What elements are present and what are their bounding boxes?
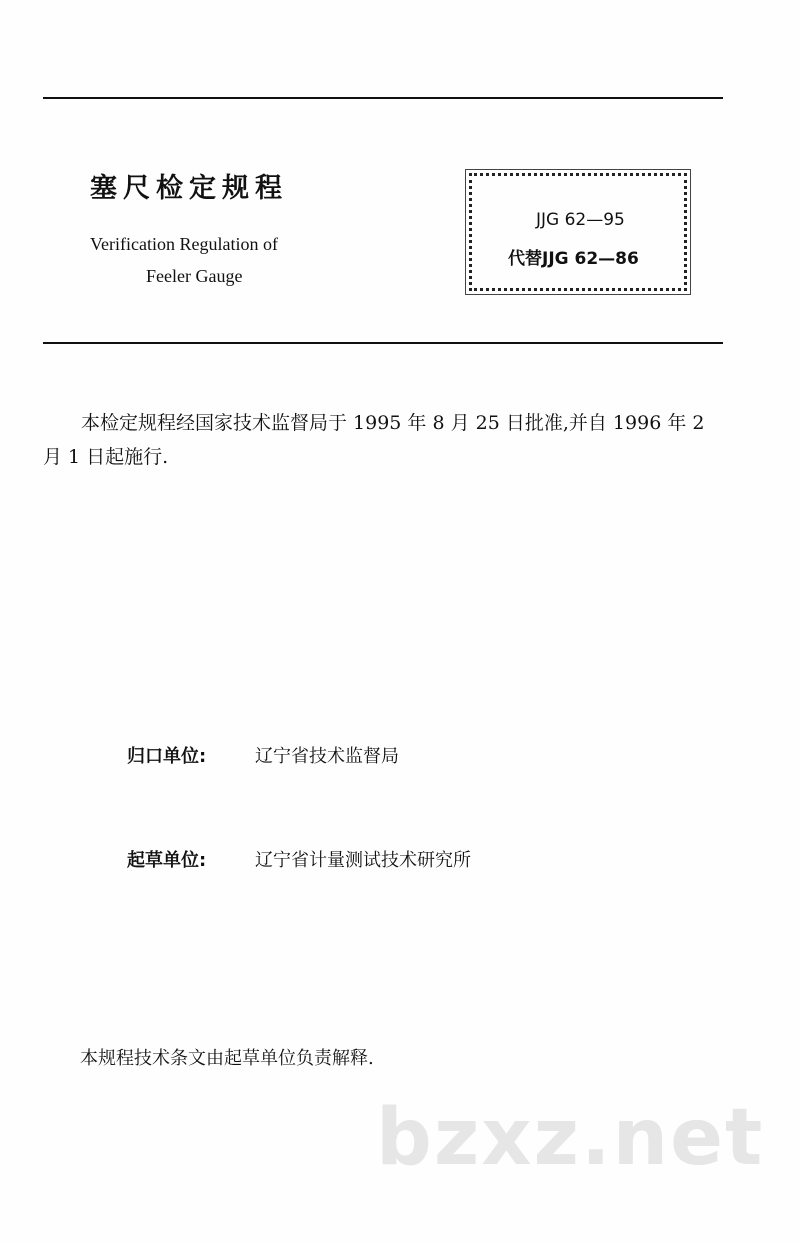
approval-statement: 本检定规程经国家技术监督局于 1995 年 8 月 25 日批准,并自 1996 年 2 月 1 日起施行. (43, 412, 705, 468)
drafting-unit-value: 辽宁省计量测试技术研究所 (255, 850, 471, 871)
responsible-unit-value: 辽宁省技术监督局 (255, 746, 399, 767)
title-english-line1: Verification Regulation of (90, 234, 278, 254)
replaces-code: 代替JJG 62—86 (508, 249, 639, 269)
responsible-unit-label: 归口单位: (127, 746, 207, 767)
standard-code-box (469, 173, 687, 291)
title-english-line2: Feeler Gauge (146, 266, 243, 286)
bottom-rule (43, 342, 723, 344)
standard-code: JJG 62—95 (536, 210, 625, 230)
title-chinese: 塞尺检定规程 (90, 173, 288, 204)
responsible-unit (127, 742, 399, 768)
title-english (90, 228, 360, 292)
interpretation-note: 本规程技术条文由起草单位负责解释. (80, 1048, 374, 1069)
watermark: bzxz.net (376, 1093, 765, 1183)
top-rule (43, 97, 723, 99)
drafting-unit-label: 起草单位: (127, 850, 207, 871)
drafting-unit (127, 846, 471, 872)
